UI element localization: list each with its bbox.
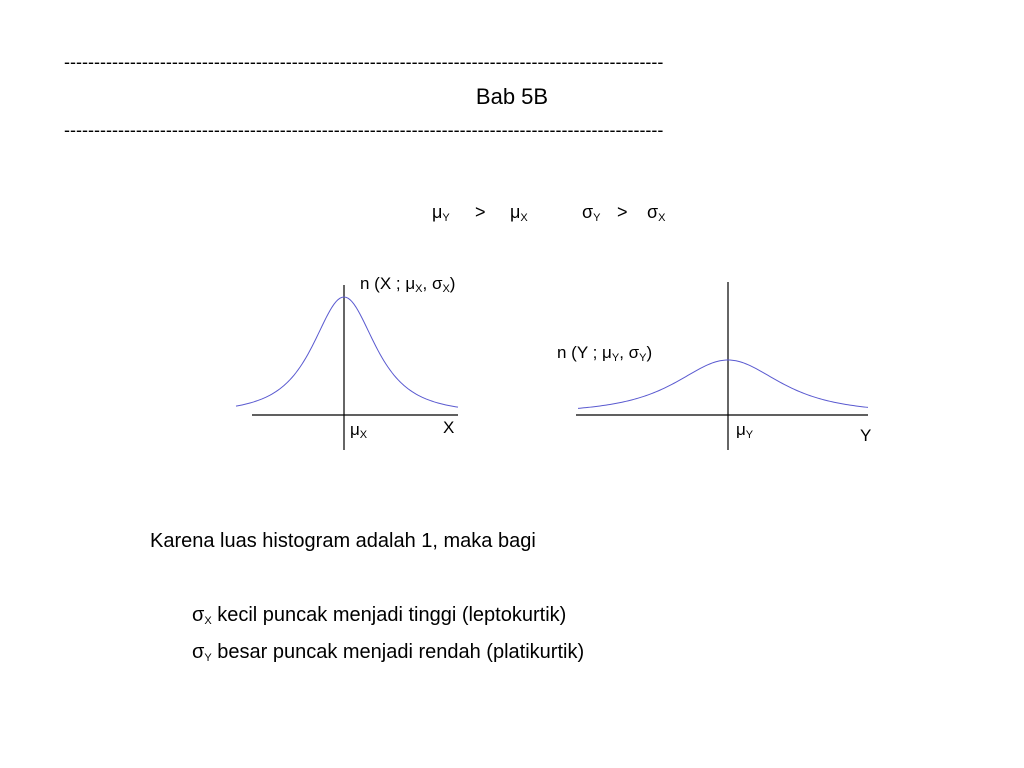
x-distribution-curve	[236, 297, 458, 407]
y-axis-label: Y	[860, 426, 872, 445]
intro-text: Karena luas histogram adalah 1, maka bagi	[150, 530, 536, 552]
mu-y-symbol: $\mu_Y$	[432, 202, 450, 224]
slide-title: Bab 5B	[475, 84, 549, 109]
x-axis-label: X	[443, 418, 455, 437]
gt-symbol-2: >	[617, 202, 628, 222]
sigma-y-symbol: $\sigma_Y$	[582, 202, 601, 224]
leptokurtic-line: $\sigma_X$ kecil puncak menjadi tinggi (leptokurtik)	[192, 604, 567, 627]
gt-symbol-1: >	[475, 202, 486, 222]
bottom-dash-rule: ----------------------------------------------------------------------------------------------------	[64, 120, 664, 140]
y-curve-mean-label: $\mu_Y$	[736, 420, 754, 441]
y-distribution-curve	[578, 360, 868, 408]
x-curve-label: n (X ; $\mu_X$, $\sigma_X$)	[360, 274, 456, 295]
top-dash-rule: ----------------------------------------------------------------------------------------------------	[64, 52, 664, 72]
sigma-x-symbol: $\sigma_X$	[647, 202, 666, 224]
mu-x-symbol: $\mu_X$	[510, 202, 528, 224]
x-curve-mean-label: $\mu_X$	[350, 420, 368, 441]
platykurtic-line: $\sigma_Y$ besar puncak menjadi rendah (platikurtik)	[192, 641, 585, 664]
y-curve-label: n (Y ; $\mu_Y$, $\sigma_Y$)	[557, 343, 653, 364]
